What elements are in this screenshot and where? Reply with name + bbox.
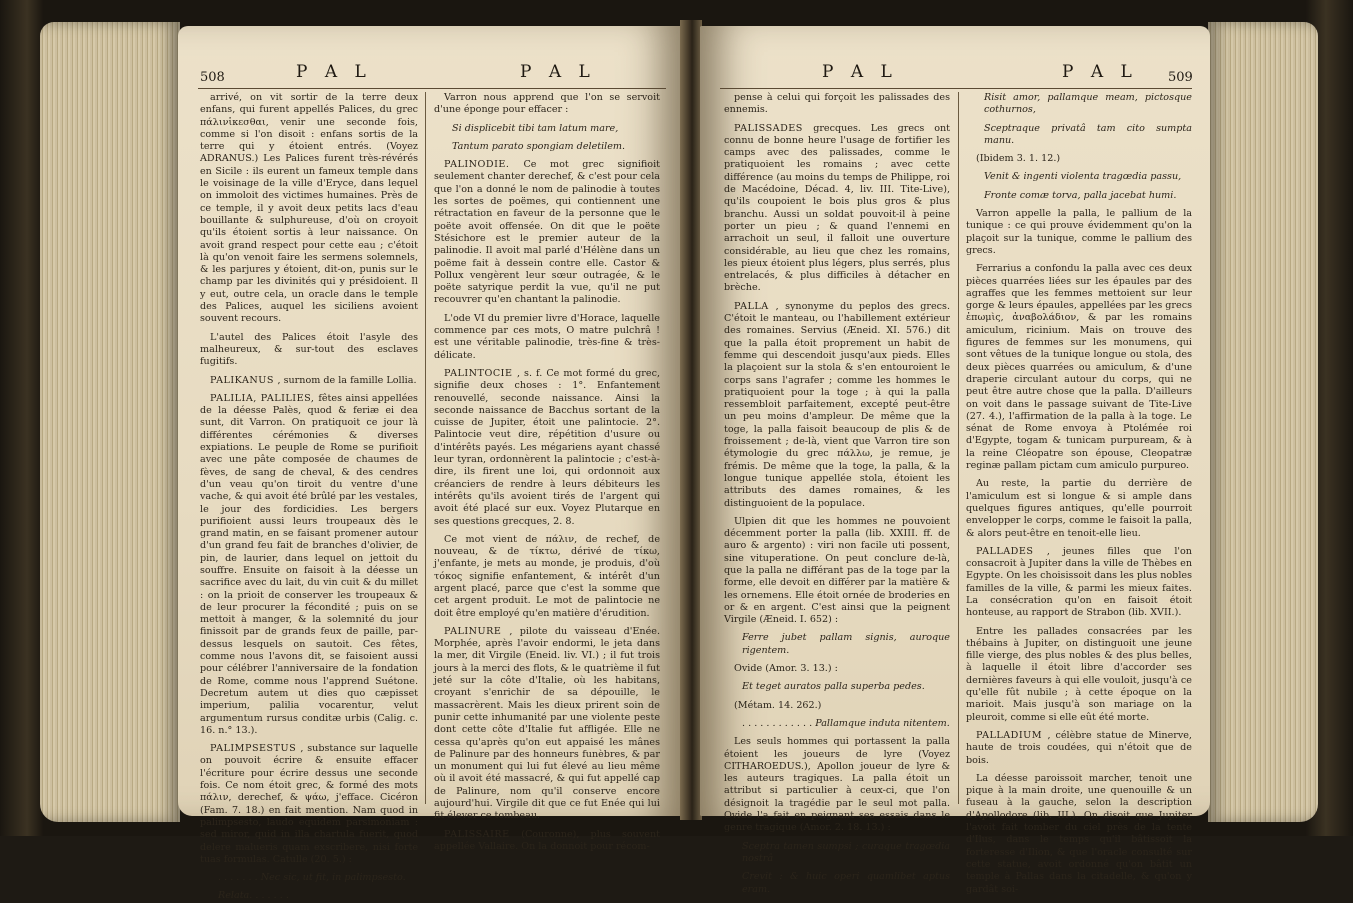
paragraph xyxy=(966,263,1192,472)
paragraph xyxy=(724,736,950,834)
entry-text: L'autel des Palices étoit l'asyle des malheureux, & sur-tout des esclaves fugitifs. xyxy=(200,331,418,368)
header-rule-left xyxy=(198,88,666,89)
left-page-column-1 xyxy=(200,92,418,902)
entry-text: , s. f. Ce mot formé du grec, signifie deux choses : 1°. Enfantement renouvellé, seconde naissance. Ainsi la seconde naissance de Bacchus sortant de la cuisse de Jupiter, étoit une palintocie. 2°. Palintocie veut dire, répétition d'usure ou d'intérêts payés. Les mégariens ayant chassé leur tyran, ordonnèrent la palintocie ; c'est-à-dire, ils firent une loi, qui ordonnoit aux créanciers de rendre à leurs débiteurs les intérêts qu'ils avoient tirés de l'argent qui avoit été placé sur eux. Voyez Plutarque en ses questions grecques, 2. 8. xyxy=(434,367,660,527)
paragraph xyxy=(724,700,950,712)
entry-headword: PALIKANUS xyxy=(210,374,278,386)
quotation-line: . . . . . . . Nec sic, ut fit, in palimpsesto. xyxy=(218,872,406,884)
dictionary-entry xyxy=(434,626,660,823)
header-rule-right xyxy=(720,88,1192,89)
dictionary-entry xyxy=(200,375,418,387)
quotation-line: Relata. . . . . . . xyxy=(218,890,289,902)
left-page-column-2 xyxy=(434,92,661,852)
entry-headword: PALILIA, PALILIES, xyxy=(210,392,319,404)
paragraph xyxy=(724,663,950,675)
entry-text: , synonyme du peplos des grecs. C'étoit le manteau, ou l'habillement extérieur des romaines. Servius (Æneid. XI. 576.) dit que la palla étoit proprement un habit de femme qui descendoit jusqu'aux pieds. Elles la plaçoient sur la stola & s'en entouroient le corps sans l'agrafer ; comme les hommes le pratiquoient pour la toge ; à qui la palla ressembloit parfaitement, excepté peut-être un peu moins d'ampleur. De même que la toge, la palla faisoit beaucoup de plis & de froissement ; de-là, vient que Varron tire son étymologie du grec πάλλω, je remue, je frémis. De même que la toge, la palla, & la longue tunique appellée stola, étoient les attributs des dames romaines, & les distinguoient de la populace. xyxy=(724,300,950,509)
entry-text: (Métam. 14. 262.) xyxy=(734,699,822,711)
right-fore-edge xyxy=(1208,22,1318,822)
paragraph xyxy=(434,92,660,117)
entry-headword: PALIMPSESTUS xyxy=(210,743,301,755)
entry-headword: PALLA xyxy=(734,300,776,312)
quotation-line: Crevit : & huic operi quamlibet aptus eram. xyxy=(742,871,950,895)
quotation-line: Venit & ingenti violenta tragœdia passu, xyxy=(984,171,1182,183)
paragraph xyxy=(200,332,418,369)
dictionary-entry xyxy=(200,393,418,737)
running-head-left-2: P A L xyxy=(520,62,596,82)
quotation-line: Sceptraque privatâ tam cito sumpta manu. xyxy=(984,122,1192,146)
entry-text: L'ode VI du premier livre d'Horace, laquelle commence par ces mots, O matre pulchrâ ! est une véritable palinodie, très-fine & très-délicate. xyxy=(434,312,660,361)
entry-text: , pilote du vaisseau d'Enée. Morphée, après l'avoir endormi, le jeta dans la mer, dit Virgile (Eneid. liv. VI.) ; il fut trois jours à la merci des flots, & le quatrième il fut jeté sur la côte d'Italie, où les habitans, croyant s'enrichir de sa dépouille, le massacrèrent. Mais les dieux prirent soin de punir cette inhumanité par une violente peste dont cette côte d'Italie fut affligée. Elle ne cessa qu'après qu'on eut appaisé les mânes de Palinure par des honneurs funèbres, & par un monument qui lui fut élevé au lieu même où il avoit été massacré, & qui fut appellé cap de Palinure, nom qu'il conserve encore aujourd'hui. Virgile dit que ce fut Enée qui lui fit élever ce tombeau. xyxy=(434,625,661,822)
quotation-line: Ferre jubet pallam signis, auroque rigentem. xyxy=(742,632,950,656)
entry-text: Ce mot vient de πάλιν, de rechef, de nouveau, & de τίκτω, dérivé de τίκω, j'enfante, je mets au monde, je produis, d'où τόκος signifie enfantement, & intérêt d'un argent placé, parce que c'est la somme que cet argent produit. Le mot de palintocie ne doit être employé qu'en matière d'érudition. xyxy=(434,533,660,619)
entry-headword: PALINURE xyxy=(444,625,510,637)
entry-text: , jeunes filles que l'on consacroit à Jupiter dans la ville de Thèbes en Egypte. On les choisissoit dans les plus nobles familles de la ville, & parmi les mieux faites. La consécration qu'on en faisoit étoit honteuse, au rapport de Strabon (lib. XVII.). xyxy=(966,545,1192,619)
paragraph xyxy=(434,313,660,362)
quotation-line: Risit amor, pallamque meam, pictosque cothurnos, xyxy=(984,92,1192,116)
entry-text: grecques. Les grecs ont connu de bonne heure l'usage de fortifier les camps avec des palissades, comme le pratiquoient les romains ; avec cette différence (au moins du temps de Philippe, roi de Macédoine, Décad. 4, liv. III. Tite-Live), qu'ils coupoient le bois plus gros & plus branchu. Aussi un soldat pouvoit-il à peine porter un pieu ; & quand l'ennemi en arrachoit un seul, il falloit une ouverture considérable, au lieu que chez les romains, les pieux étoient plus légers, plus serrés, plus entrelacés, & plus difficiles à détacher en brèche. xyxy=(724,122,950,294)
quotation-line: Tantum parato spongiam deletilem. xyxy=(452,140,626,152)
entry-text: fêtes ainsi appellées de la déesse Palès, quod & feriæ ei dea sunt, dit Varron. On pratiquoit ce jour là différentes cérémonies & diverses expiations. Le peuple de Rome se purifioit avec une pâte composée de chaumes de fèves, de sang de cheval, & des cendres d'un veau qu'on tiroit du ventre d'une vache, & qui avoit été brûlé par les vestales, le jour des fordicidies. Les bergers purifioient aussi leurs troupeaux dès le grand matin, en se faisant promener autour d'un grand feu fait de branches d'olivier, de pin, de laurier, dans lequel on jettoit du souffre. Ensuite on faisoit à la déesse un sacrifice avec du lait, du vin cuit & du millet : on la prioit de conserver les troupeaux & de leur procurer la fécondité ; puis on se mettoit à manger, & la solemnité du jour finissoit par de grands feux de paille, par-dessus lesquels on sautoit. Ces fêtes, comme nous l'avons dit, se faisoient aussi pour célébrer l'anniversaire de la fondation de Rome, comme nous l'apprend Suétone. Decretum autem ut dies quo cæpisset imperium, palilia vocarentur, velut argumentum rursus conditæ urbis (Calig. c. 16. n.° 13.). xyxy=(200,392,418,736)
column-divider-right xyxy=(958,92,959,804)
entry-text: Varron appelle la palla, le pallium de la tunique : ce qui prouve évidemment qu'on la plaçoit sur la tunique, comme le pallium des grecs. xyxy=(966,208,1192,256)
entry-text: (Couronne), plus souvent appellée Vallaire. On la donnoit pour récom- xyxy=(434,828,660,852)
entry-text: pense à celui qui forçoit les palissades des ennemis. xyxy=(724,92,950,116)
entry-text: Au reste, la partie du derrière de l'amiculum est si longue & si ample dans quelques figures antiques, qu'elle pourroit envelopper le corps, comme le faisoit la palla, & alors peut-être en tenoit-elle lieu. xyxy=(966,478,1192,539)
dictionary-entry xyxy=(966,730,1192,767)
entry-headword: PALINTOCIE xyxy=(444,367,517,379)
paragraph xyxy=(434,534,660,620)
quotation-line: Et teget auratos palla superba pedes. xyxy=(742,681,925,693)
entry-text: , célèbre statue de Minerve, haute de trois coudées, qui n'étoit que de bois. xyxy=(966,729,1192,766)
paragraph xyxy=(966,153,1192,165)
quotation-line: Fronte comæ torva, palla jacebat humi. xyxy=(984,189,1177,201)
left-page xyxy=(178,26,682,902)
dictionary-entry xyxy=(966,546,1192,620)
paragraph xyxy=(724,92,950,117)
left-fore-edge xyxy=(40,22,180,822)
running-head-right-1: P A L xyxy=(822,62,898,82)
entry-text: Les seuls hommes qui portassent la palla étoient les joueurs de lyre (Voyez CITHAROEDUS.), Apollon joueur de lyre & les auteurs tragiques. La palla étoit un attribut si particulier à ceux-ci, que l'on désignoit la tragédie par le seul mot palla. Ovide l'a fait en peignant ses essais dans le genre tragique (Amor. 2. 18. 13.) : xyxy=(724,736,950,834)
entry-text: Entre les pallades consacrées par les thébains à Jupiter, on distinguoit une jeune fille vierge, des plus nobles & des plus belles, à laquelle il étoit libre d'accorder ses dernières faveurs à qui elle vouloit, jusqu'à ce qu'elle fût nubile ; à cette époque on la marioit. Mais jusqu'à son mariage on la pleuroit, comme si elle eût été morte. xyxy=(966,625,1192,723)
entry-text: Ovide (Amor. 3. 13.) : xyxy=(734,663,838,675)
page-number-right: 509 xyxy=(1168,70,1193,85)
book-gutter xyxy=(680,20,702,820)
entry-text: , surnom de la famille Lollia. xyxy=(277,374,417,386)
entry-headword: PALISSAIRE xyxy=(444,828,522,840)
paragraph xyxy=(200,92,418,326)
entry-headword: PALLADIUM xyxy=(976,729,1048,741)
running-head-right-2: P A L xyxy=(1062,62,1138,82)
right-page-column-1 xyxy=(724,92,950,895)
dictionary-entry xyxy=(724,123,950,295)
quotation-line: Sceptra tamen sumpsi ; curaque tragœdia nostrâ xyxy=(742,840,950,864)
dictionary-entry xyxy=(724,301,950,510)
right-page xyxy=(700,26,1210,895)
entry-headword: PALLADES xyxy=(976,545,1047,557)
entry-text: arrivé, on vit sortir de la terre deux enfans, qui furent appellés Palices, du grec πάλινἱκεσθαι, venir une seconde fois, comme si l'on disoit : enfans sortis de la terre qui y étoient entrés. (Voyez ADRANUS.) Les Palices furent très-révérés en Sicile : ils eurent un fameux temple dans le voisinage de la ville d'Eryce, dans lequel on immoloit des victimes humaines. Près de ce temple, il y avoit deux petits lacs d'eau bouillante & sulphureuse, d'où on croyoit qu'ils étoient sortis à leur naissance. On avoit grand respect pour cette eau ; c'étoit là qu'on venoit faire les sermens solemnels, & les parjures y étoient, dit-on, punis sur le champ par les divinités qui y présidoient. Il y eut, outre cela, un oracle dans le temple des Palices, auquel les siciliens avoient souvent recours. xyxy=(200,92,418,325)
entry-text: Varron nous apprend que l'on se servoit d'une éponge pour effacer : xyxy=(434,92,660,116)
entry-headword: PALINODIE. xyxy=(444,159,524,171)
right-page-column-2 xyxy=(966,92,1192,895)
dictionary-entry xyxy=(200,743,418,866)
paragraph xyxy=(724,516,950,627)
running-head-left-1: P A L xyxy=(296,62,372,82)
paragraph xyxy=(966,773,1192,896)
paragraph xyxy=(966,208,1192,257)
entry-text: Ce mot grec signifioit seulement chanter derechef, & c'est pour cela que l'on a donné le nom de palinodie à toutes les sortes de poëmes, qui contiennent une rétractation en faveur de la personne que le poëte avoit offensée. On dit que le poëte Stésichore est le premier auteur de la palinodie. Il avoit mal parlé d'Hélène dans un poëme fait à dessein contre elle. Castor & Pollux vengèrent leur sœur outragée, & le poëte satyrique perdit la vue, qu'il ne put recouvrer qu'en chantant la palinodie. xyxy=(434,159,660,306)
entry-text: La déesse paroissoit marcher, tenoit une pique à la main droite, une quenouille & un fuseau à la gauche, selon la description d'Apollodore (lib. III.). On disoit que Jupiter l'avoit fait tomber du ciel près de la tente d'Ilus, dans le temps qu'il bâtissoit la forteresse d'Ilion, & que l'oracle consulté sur cette statue, avoit ordonné qu'on bâtit un temple à Pallas dans la citadelle, & qu'on y gardât soi- xyxy=(966,772,1192,895)
dictionary-entry xyxy=(434,159,660,307)
entry-text: (Ibidem 3. 1. 12.) xyxy=(976,153,1061,165)
entry-text: Ferrarius a confondu la palla avec ces deux pièces quarrées liées sur les épaules par des agraffes que les femmes mettoient sur leur gorge & leurs épaules, appellées par les grecs ἐπωμὶς, ἀναβολάδιον, & par les romains amiculum, ricinium. Mais on trouve des figures de femmes sur les monumens, qui sont vêtues de la tunique longue ou stola, des deux pièces quarrées ou amiculum, & d'une draperie circulant autour du corps, qui ne peut être autre chose que la palla. D'ailleurs on voit dans le passage suivant de Tite-Live (27. 4.), l'affirmation de la palla à la toge. Le sénat de Rome envoya à Ptolémée roi d'Egypte, togam & tunicam purpuream, & à la reine Cléopatre son épouse, Cleopatræ reginæ pallam pictam cum amiculo purpureo. xyxy=(966,263,1192,472)
quotation-line: . . . . . . . . . . . . Pallamque induta nitentem. xyxy=(742,717,950,729)
page-number-left: 508 xyxy=(200,70,225,85)
dictionary-entry xyxy=(434,829,660,854)
paragraph xyxy=(966,478,1192,539)
quotation-line: Si displicebit tibi tam latum mare, xyxy=(452,122,619,134)
paragraph xyxy=(966,626,1192,724)
entry-text: , substance sur laquelle on pouvoit écrire & ensuite effacer l'écriture pour écrire dessus une seconde fois. Ce nom étoit grec, & formé des mots πάλιν, derechef, & ψάω, j'efface. Cicéron (Fam. 7. 18.) en fait mention. Nam quod in palimpsesto, laudo equidem parsimoniam : sed miror, quid in illa chartula fuerit, quod delere malueris quam exscribere, nisi forte tuas formulas. Catulle (20. 5.) : xyxy=(200,743,418,865)
dictionary-entry xyxy=(434,368,660,528)
entry-text: Ulpien dit que les hommes ne pouvoient décemment porter la palla (lib. XXIII. ff. de auro & argento) : viri non facile uti possent, sine vituperatione. On peut conclure de-là, que la palla ne différant pas de la toge par la forme, elle devoit en différer par la matière & les ornemens. Elle étoit ornée de broderies en or & en argent. C'est ainsi que la peignent Virgile (Æneid. I. 652) : xyxy=(724,515,950,626)
column-divider-left xyxy=(425,92,426,804)
entry-headword: PALISSADES xyxy=(734,122,814,134)
